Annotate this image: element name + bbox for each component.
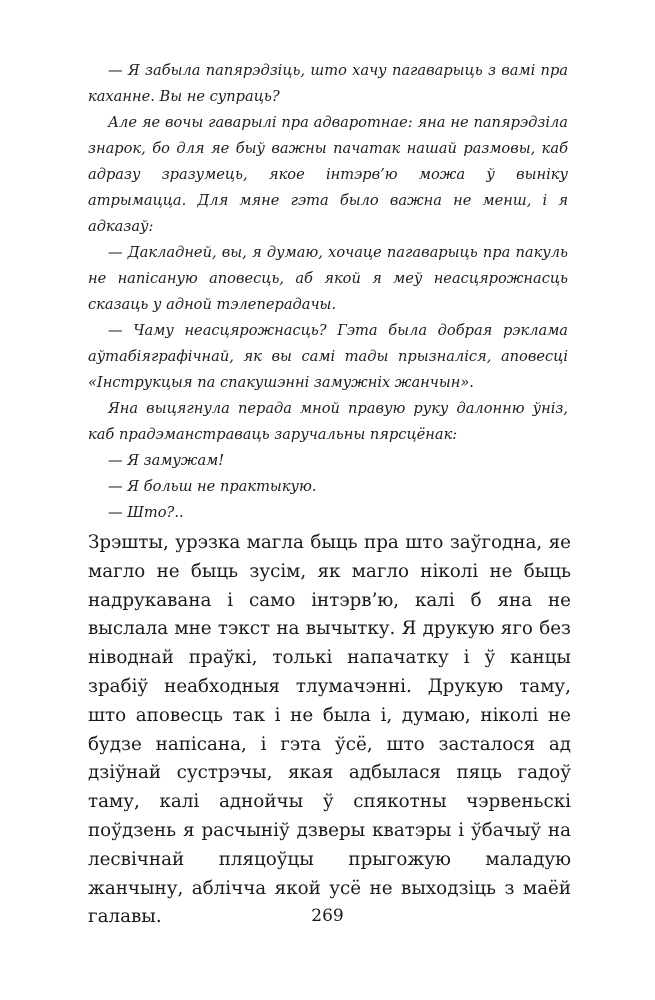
dialogue-line: — Дакладней, вы, я думаю, хочаце пагаварыць пра пакуль не напісаную аповесць, аб якой я меў неасцярожнасць сказаць у адной тэлеперадачы. [88,244,568,313]
page-number: 269 [311,906,344,926]
body-text-block [88,529,571,932]
body-paragraph: Зрэшты, урэзка магла быць пра што заўгодна, яе магло не быць зусім, як магло ніколі не быць надрукавана і само інтэрв’ю, калі б яна не выслала мне тэкст на вычытку. Я друкую яго без ніводнай праўкі, толькі напачатку і ў канцы зрабіў неабходныя тлумачэнні. Друкую таму, што аповесць так і не была і, думаю, ніколі не будзе напісана, і гэта ўсё, што засталося ад дзіўнай сустрэчы, якая адбылася пяць гадоў таму, калі аднойчы ў спякотны чэрвеньскі поўдзень я расчыніў дзверы кватэры і ўбачыў на лесвічнай пляцоўцы прыгожую маладую жанчыну, аблічча якой усё не выходзіць з маёй галавы. [88,532,571,928]
dialogue-line: — Чаму неасцярожнасць? Гэта была добрая рэклама аўтабіяграфічнай, як вы самі тады прызналіся, аповесці «Інструкцыя па спакушэнні замужніх жанчын». [88,322,568,391]
dialogue-block [88,58,568,526]
dialogue-line: — Што?.. [108,504,184,521]
dialogue-line: Яна выцягнула перада мной правую руку далонню ўніз, каб прадэманстраваць заручальны пярсцёнак: [88,400,568,443]
dialogue-line: Але яе вочы гаварылі пра адваротнае: яна не папярэдзіла знарок, бо для яе быў важны пачатак нашай размовы, каб адразу зразумець, якое інтэрв’ю можа ў выніку атрымацца. Для мяне гэта было важна не менш, і я адказаў: [88,114,568,235]
dialogue-line: — Я больш не практыкую. [108,478,317,495]
dialogue-line: — Я забыла папярэдзіць, што хачу пагаварыць з вамі пра каханне. Вы не супраць? [88,62,568,105]
dialogue-line: — Я замужам! [108,452,225,469]
